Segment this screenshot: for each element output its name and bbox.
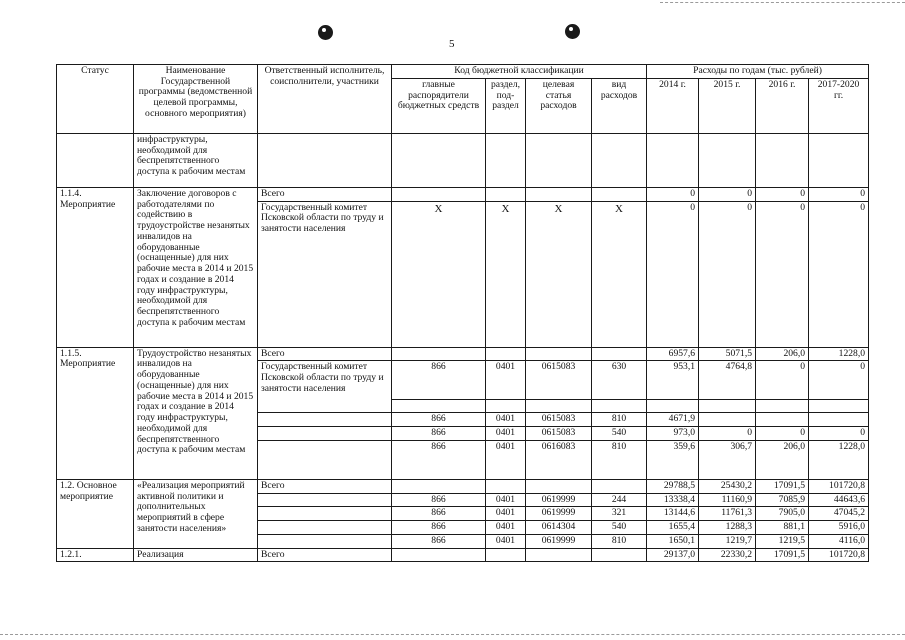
header-status: Статус	[57, 65, 134, 134]
item-name: Заключение договоров с работодателями по содействию в трудоустройстве незанятых инвалидов на оборудованные (оснащенные) для них рабочие места в 2014 и 2015 годах и создание в 2014 году инфраструктуры, необходимой для беспрепятственного доступа к рабочим местам	[134, 188, 258, 348]
item-code: 1.2.1.	[57, 548, 134, 562]
header-name: Наименование Государственной программы (ведомственной целевой программы, основного мероприятия)	[134, 65, 258, 134]
item-code: 1.1.4.	[60, 188, 82, 199]
table-row: 1.2. Основное мероприятие «Реализация мероприятий активной политики и дополнительных мероприятий в сфере занятости населения» Всего 29788,5 25430,2 17091,5 101720,8	[57, 479, 869, 493]
table-row: 866 0401 0616083 810 359,6 306,7 206,0 1228,0	[57, 440, 869, 479]
table-row: 866 0401 0619999 244 13338,4 11160,9 7085,9 44643,6	[57, 493, 869, 507]
header-2017-2020: 2017-2020 гг.	[809, 79, 869, 134]
header-vr: вид расходов	[592, 79, 647, 134]
total-label: Всего	[258, 479, 392, 493]
table-row: 866 0401 0619999 810 1650,1 1219,7 1219,5 4116,0	[57, 534, 869, 548]
responsible-org: Государственный комитет Псковской области по труду и занятости населения	[258, 201, 392, 347]
scan-artifact-bottom	[0, 634, 905, 636]
item-type: Мероприятие	[60, 358, 116, 370]
table-row: 1.1.4. Мероприятие Заключение договоров с работодателями по содействию в трудоустройстве незанятых инвалидов на оборудованные (оснащенные) для них рабочие места в 2014 и 2015 годах и создание в 2014 году инфраструктуры, необходимой для беспрепятственного доступа к рабочим местам Всего 0 0 0 0	[57, 188, 869, 202]
item-type: Мероприятие	[60, 198, 116, 210]
total-label: Всего	[258, 347, 392, 361]
header-razdel: раздел, под-раздел	[486, 79, 526, 134]
table-row: 866 0401 0615083 810 4671,9	[57, 413, 869, 427]
item-name: Трудоустройство незанятых инвалидов на оборудованные (оснащенные) для них рабочие места в 2014 и 2015 годах и создание в 2014 году инфраструктуры, необходимой для беспрепятственного доступа к рабочим местам	[134, 347, 258, 479]
header-expenses: Расходы по годам (тыс. рублей)	[647, 65, 869, 79]
table-row: 1.2.1. Реализация Всего 29137,0 22330,2 17091,5 101720,8	[57, 548, 869, 562]
table-row: 866 0401 0615083 540 973,0 0 0 0	[57, 427, 869, 441]
item-name: «Реализация мероприятий активной политики и дополнительных мероприятий в сфере занятости населения»	[134, 479, 258, 548]
table-row	[57, 134, 869, 188]
status-cell	[57, 188, 134, 348]
total-label: Всего	[258, 188, 392, 202]
table-header-row	[57, 65, 869, 79]
punch-hole-mark	[565, 24, 580, 39]
table-row: 866 0401 0614304 540 1655,4 1288,3 881,1 5916,0	[57, 521, 869, 535]
header-2015: 2015 г.	[699, 79, 756, 134]
responsible-org: Государственный комитет Псковской области по труду и занятости населения	[258, 361, 392, 413]
status-cell	[57, 347, 134, 479]
budget-table	[56, 64, 869, 562]
header-2016: 2016 г.	[756, 79, 809, 134]
table-row: Государственный комитет Псковской области по труду и занятости населения X X X X 0 0 0 0	[57, 201, 869, 347]
item-code: 1.1.5.	[60, 347, 82, 359]
page-number: 5	[449, 38, 455, 50]
table-row: Государственный комитет Псковской области по труду и занятости населения 866 0401 0615083 630 953,1 4764,8 0 0	[57, 361, 869, 400]
header-responsible: Ответственный исполнитель, соисполнители, участники	[258, 65, 392, 134]
status-cell: 1.2. Основное мероприятие	[57, 479, 134, 548]
header-budget-code: Код бюджетной классификации	[392, 65, 647, 79]
total-label: Всего	[258, 548, 392, 562]
header-2014: 2014 г.	[647, 79, 699, 134]
table-row: 866 0401 0619999 321 13144,6 11761,3 7905,0 47045,2	[57, 507, 869, 521]
header-csr: целевая статья расходов	[526, 79, 592, 134]
punch-hole-mark	[318, 25, 333, 40]
header-grbs: главные распорядители бюджетных средств	[392, 79, 486, 134]
table-row: 1.1.5. Мероприятие Трудоустройство незанятых инвалидов на оборудованные (оснащенные) для них рабочие места в 2014 и 2015 годах и создание в 2014 году инфраструктуры, необходимой для беспрепятственного доступа к рабочим местам Всего 6957,6 5071,5 206,0 1228,0	[57, 347, 869, 361]
item-name: Реализация	[134, 548, 258, 562]
continued-name: инфраструктуры, необходимой для беспрепятственного доступа к рабочим местам	[134, 134, 258, 188]
scan-artifact-top	[660, 2, 905, 4]
